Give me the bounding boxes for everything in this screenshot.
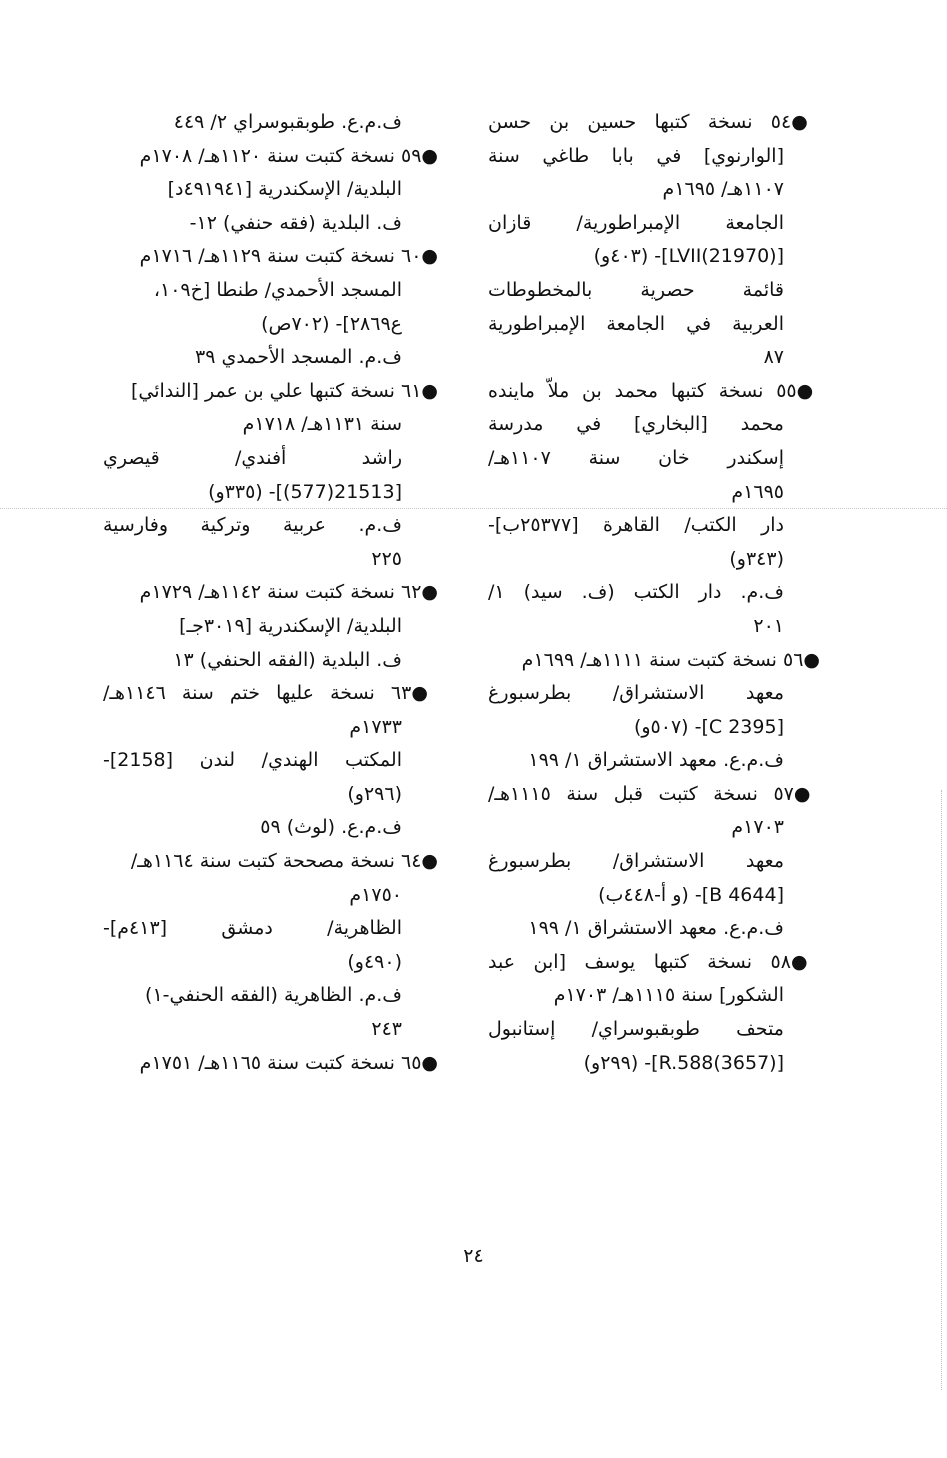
entry-line: ف.م.ع. طوبقبوسراي ٢/ ٤٤٩ (173, 111, 402, 133)
entry-line: ف. البلدية (الفقه الحنفي) ١٣ (173, 648, 402, 671)
entry-line: معهد الاستشراق/ بطرسبورغ (488, 682, 784, 705)
entry-line: [B 4644]- (و أ-٤٤٨ب) (598, 883, 784, 906)
entry-heading-line: ●٦٣ نسخة عليها ختم سنة ١١٤٦هـ/ (103, 682, 438, 705)
entry-line: ١٦٩٥م (731, 480, 784, 503)
entry-line: ١٧٥٠م (349, 883, 402, 906)
entry-line: الجامعة الإمبراطورية/ قازان (488, 211, 784, 234)
entry-line: الظاهرية/ دمشق [٤١٣م]- (103, 917, 402, 940)
scan-edge-mark (941, 790, 942, 1390)
entry-line: سنة ١١٣١هـ/ ١٧١٨م (242, 413, 402, 436)
entry-line: العربية في الجامعة الإمبراطورية (488, 312, 784, 335)
entry-line: الشكور] سنة ١١١٥هـ/ ١٧٠٣م (553, 984, 784, 1007)
entry-line: (٤٩٠و) (347, 950, 402, 973)
entry-heading-line: ●٥٥ نسخة كتبها محمد بن ملاّ ماينده (488, 379, 820, 402)
entry-line: [C 2395]- (٥٠٧و) (633, 715, 784, 738)
left-column (103, 106, 438, 1080)
entry-line: ف.م. الظاهرية (الفقه الحنفي-١) (145, 984, 402, 1007)
entry-heading-line: ●٦٠ نسخة كتبت سنة ١١٢٩هـ/ ١٧١٦م (139, 245, 438, 268)
entry-line: ١٧٠٣م (731, 816, 784, 839)
entry-line: [R.588(3657)]- (٢٩٩و) (583, 1051, 784, 1074)
entry-line: (٣٤٣و) (729, 547, 784, 570)
page-number: ٢٤ (463, 1245, 484, 1267)
entry-heading-line: ●٥٦ نسخة كتبت سنة ١١١١هـ/ ١٦٩٩م (521, 648, 820, 671)
entry-line: البلدية/ الإسكندرية [٣٠١٩جـ] (179, 614, 402, 637)
entry-heading-line: ●٥٤ نسخة كتبها حسين بن حسن (488, 111, 820, 133)
entry-line: ١١٠٧هـ/ ١٦٩٥م (662, 178, 784, 201)
entry-line: ف. البلدية (فقه حنفي) ١٢- (189, 211, 402, 234)
entry-line: محمد [البخاري] في مدرسة (488, 413, 784, 436)
entry-heading-line: ●٦٤ نسخة مصححة كتبت سنة ١١٦٤هـ/ (130, 850, 438, 873)
entry-line: معهد الاستشراق/ بطرسبورغ (488, 850, 784, 873)
entry-line: ٢٤٣ (371, 1018, 402, 1041)
entry-line: ٨٧ (763, 346, 784, 369)
entry-line: [الوارنوي] في بابا طاغي سنة (488, 144, 784, 167)
right-column (488, 106, 820, 1080)
entry-line: ف.م.ع. (لوث) ٥٩ (260, 816, 402, 839)
entry-line: المكتب الهندي/ لندن [2158]- (103, 749, 402, 772)
entry-line: [LVII(21970)]- (٤٠٣و) (593, 245, 784, 268)
entry-heading-line: ●٦٢ نسخة كتبت سنة ١١٤٢هـ/ ١٧٢٩م (139, 581, 438, 604)
entry-line: ع٢٨٦٩]- (٧٠٢ص) (261, 312, 402, 335)
entry-line: دار الكتب/ القاهرة [٢٥٣٧٧ب]- (488, 514, 784, 537)
entry-line: ف.م.ع. معهد الاستشراق ١/ ١٩٩ (528, 749, 784, 772)
entry-heading-line: ●٦٥ نسخة كتبت سنة ١١٦٥هـ/ ١٧٥١م (139, 1051, 438, 1074)
entry-line: ٢٢٥ (371, 547, 402, 570)
entry-heading-line: ●٦١ نسخة كتبها علي بن عمر [الندائي] (130, 379, 438, 402)
entry-line: ف.م. عربية وتركية وفارسية (103, 514, 402, 537)
entry-line: متحف طوبقبوسراي/ إستانبول (488, 1018, 784, 1041)
entry-line: المسجد الأحمدي/ طنطا [خ١٠٩، (153, 278, 402, 301)
entry-line: ف.م.ع. معهد الاستشراق ١/ ١٩٩ (528, 917, 784, 940)
entry-line: قائمة حصرية بالمخطوطات (488, 278, 784, 301)
entry-heading-line: ●٥٩ نسخة كتبت سنة ١١٢٠هـ/ ١٧٠٨م (139, 144, 438, 167)
entry-line: ١٧٣٣م (349, 715, 402, 738)
entry-heading-line: ●٥٧ نسخة كتبت قبل سنة ١١١٥هـ/ (488, 782, 820, 805)
entry-line: البلدية/ الإسكندرية [٤٩١٩٤١د] (167, 178, 402, 201)
entry-line: ٢٠١ (753, 614, 784, 637)
entry-line: ف.م. المسجد الأحمدي ٣٩ (194, 346, 402, 369)
entry-line: راشد أفندي/ قيصري (103, 446, 402, 469)
entry-line: (٢٩٦و) (347, 782, 402, 805)
entry-line: إسكندر خان سنة ١١٠٧هـ/ (488, 446, 784, 469)
entry-line: ف.م. دار الكتب (ف. سيد) ١/ (488, 581, 784, 604)
entry-line: [21513(577)]- (٣٣٥و) (208, 480, 402, 503)
entry-heading-line: ●٥٨ نسخة كتبها يوسف [ابن عبد (488, 950, 820, 973)
